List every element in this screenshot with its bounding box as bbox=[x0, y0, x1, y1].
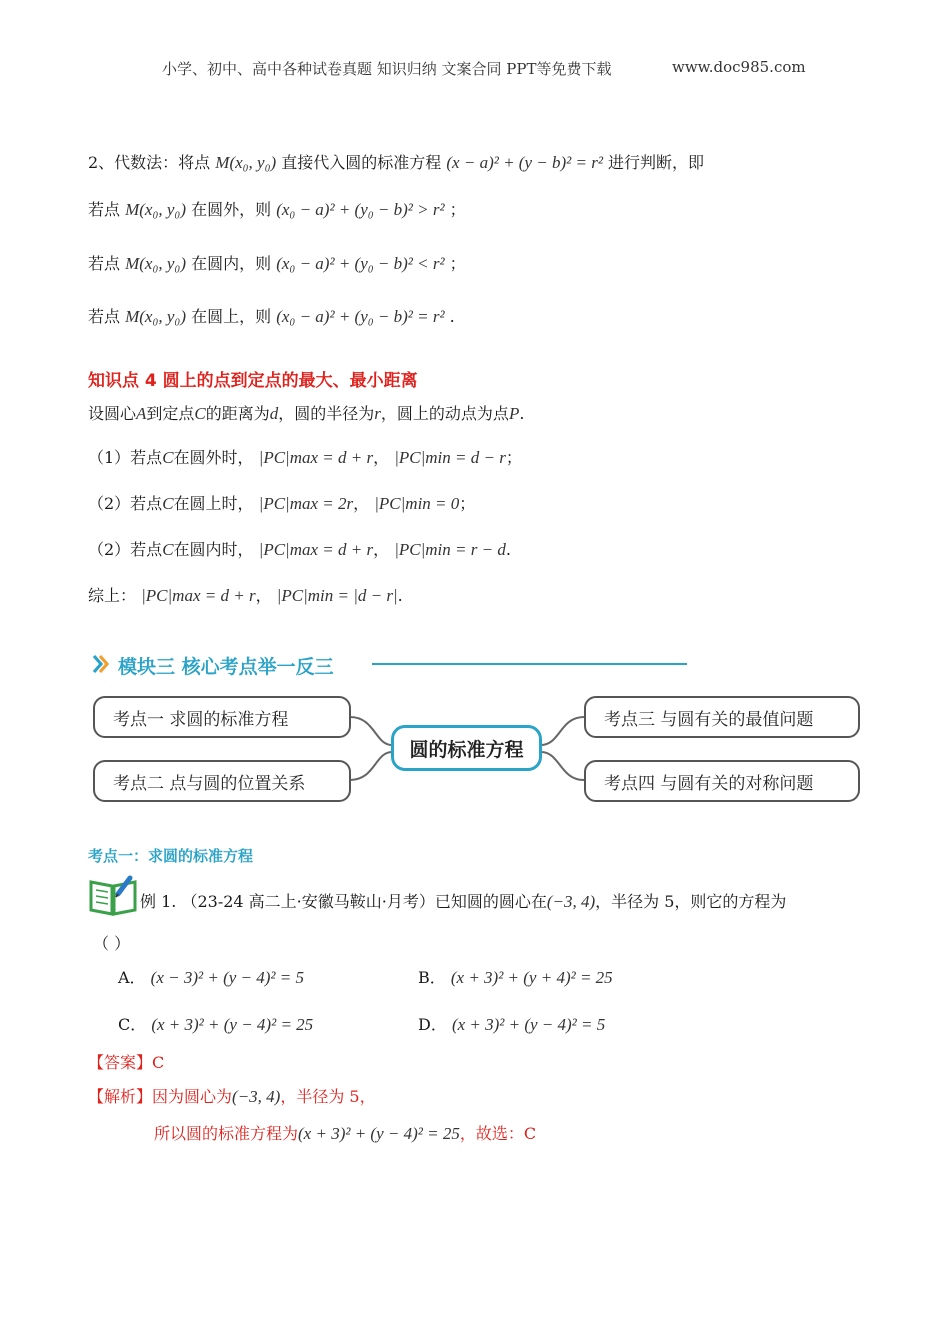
item-end: ； bbox=[459, 494, 476, 513]
answer-value: C bbox=[152, 1053, 165, 1072]
item-min: |PC|min = d − r bbox=[394, 448, 506, 467]
item-end: . bbox=[505, 540, 511, 559]
item-var: C bbox=[162, 448, 174, 467]
summary-end: . bbox=[397, 586, 403, 605]
example-text: ，半径为 5，则它的方程为 bbox=[595, 892, 787, 911]
case-end: ； bbox=[449, 200, 466, 219]
option-expr: (x + 3)² + (y − 4)² = 25 bbox=[151, 1015, 314, 1034]
analysis-line-2 bbox=[154, 1121, 536, 1144]
analysis-text: 所以圆的标准方程为 bbox=[154, 1124, 299, 1143]
item-var: C bbox=[162, 540, 174, 559]
summary-sep: ， bbox=[255, 586, 272, 605]
analysis-text: ，半径为 5， bbox=[280, 1087, 376, 1106]
book-pencil-icon bbox=[88, 872, 138, 922]
method2-intro-a: 2、代数法：将点 bbox=[88, 153, 211, 172]
mindmap-node-4: 考点四 与圆有关的对称问题 bbox=[584, 760, 860, 802]
answer-label: 【答案】 bbox=[88, 1053, 153, 1072]
case-condition: 在圆上，则 bbox=[191, 307, 272, 326]
mindmap-node-2: 考点二 点与圆的位置关系 bbox=[93, 760, 351, 802]
desc-text: ，圆上的动点为点 bbox=[380, 404, 509, 423]
analysis-center: (−3, 4) bbox=[232, 1087, 281, 1106]
case-inequality: (x₀ − a)² + (y₀ − b)² > r² bbox=[276, 200, 445, 219]
option-expr: (x + 3)² + (y + 4)² = 25 bbox=[450, 968, 613, 987]
example1-answer-paren: （ ） bbox=[93, 934, 131, 953]
section1-heading: 考点一：求圆的标准方程 bbox=[88, 847, 254, 865]
method2-point: M(x₀, y₀) bbox=[215, 153, 277, 172]
option-label: B． bbox=[418, 968, 446, 987]
item-condition: 在圆内时， bbox=[173, 540, 254, 559]
option-d[interactable] bbox=[418, 1012, 605, 1035]
module-title: 模块三 核心考点举一反三 bbox=[118, 656, 334, 678]
desc-var: P bbox=[508, 404, 520, 423]
case-point: M(x₀, y₀) bbox=[125, 307, 187, 326]
item-min: |PC|min = 0 bbox=[374, 494, 460, 513]
desc-text: . bbox=[519, 404, 525, 423]
analysis-equation: (x + 3)² + (y − 4)² = 25 bbox=[298, 1124, 460, 1143]
mindmap-node-3: 考点三 与圆有关的最值问题 bbox=[584, 696, 860, 738]
example-text: （23-24 高二上·安徽马鞍山·月考）已知圆的圆心在 bbox=[181, 892, 547, 911]
analysis-line-1 bbox=[88, 1084, 376, 1107]
case-point: M(x₀, y₀) bbox=[125, 254, 187, 273]
case-end: . bbox=[449, 307, 455, 326]
item-sep: ， bbox=[373, 540, 390, 559]
case-inequality: (x₀ − a)² + (y₀ − b)² < r² bbox=[276, 254, 445, 273]
case-end: ； bbox=[449, 254, 466, 273]
analysis-text: ，故选：C bbox=[459, 1124, 537, 1143]
analysis-label: 【解析】 bbox=[88, 1087, 153, 1106]
method2-intro-b: 直接代入圆的标准方程 bbox=[281, 153, 442, 172]
desc-var: r bbox=[374, 404, 381, 423]
item-condition: 在圆外时， bbox=[173, 448, 254, 467]
desc-text: ，圆的半径为 bbox=[278, 404, 375, 423]
item-var: C bbox=[162, 494, 174, 513]
method2-equation: (x − a)² + (y − b)² = r² bbox=[446, 153, 603, 172]
case-prefix: 若点 bbox=[88, 254, 121, 273]
item-min: |PC|min = r − d bbox=[394, 540, 506, 559]
example-label: 例 1. bbox=[140, 892, 177, 911]
item-condition: 在圆上时， bbox=[173, 494, 254, 513]
case-prefix: 若点 bbox=[88, 200, 121, 219]
option-label: D． bbox=[418, 1015, 447, 1034]
option-a[interactable] bbox=[118, 965, 304, 988]
case-condition: 在圆内，则 bbox=[191, 254, 272, 273]
mindmap-center: 圆的标准方程 bbox=[391, 725, 542, 771]
item-max: |PC|max = d + r bbox=[258, 448, 374, 467]
method2-intro-c: 进行判断，即 bbox=[608, 153, 705, 172]
option-label: A． bbox=[118, 968, 146, 987]
analysis-text: 因为圆心为 bbox=[152, 1087, 233, 1106]
option-expr: (x + 3)² + (y − 4)² = 5 bbox=[451, 1015, 606, 1034]
item-end: ； bbox=[505, 448, 522, 467]
item-max: |PC|max = d + r bbox=[258, 540, 374, 559]
summary-min: |PC|min = |d − r| bbox=[276, 586, 398, 605]
desc-text: 到定点 bbox=[146, 404, 195, 423]
page-header-url: www.doc985.com bbox=[672, 58, 806, 76]
example1-stem bbox=[140, 889, 786, 912]
item-prefix: （2）若点 bbox=[88, 494, 163, 513]
desc-text: 设圆心 bbox=[88, 404, 137, 423]
example-center: (−3, 4) bbox=[546, 892, 596, 911]
case-prefix: 若点 bbox=[88, 307, 121, 326]
option-expr: (x − 3)² + (y − 4)² = 5 bbox=[150, 968, 304, 987]
option-c[interactable] bbox=[118, 1012, 313, 1035]
option-b[interactable] bbox=[418, 965, 613, 988]
desc-text: 的距离为 bbox=[205, 404, 270, 423]
page-header-text: 小学、初中、高中各种试卷真题 知识归纳 文案合同 PPT等免费下载 bbox=[162, 60, 612, 78]
answer-line bbox=[88, 1050, 164, 1073]
item-sep: ， bbox=[373, 448, 390, 467]
summary-prefix: 综上： bbox=[88, 586, 137, 605]
desc-var: A bbox=[136, 404, 147, 423]
case-point: M(x₀, y₀) bbox=[125, 200, 187, 219]
item-prefix: （2）若点 bbox=[88, 540, 163, 559]
item-sep: ， bbox=[353, 494, 370, 513]
item-max: |PC|max = 2r bbox=[258, 494, 354, 513]
case-condition: 在圆外，则 bbox=[191, 200, 272, 219]
item-prefix: （1）若点 bbox=[88, 448, 163, 467]
case-equation: (x₀ − a)² + (y₀ − b)² = r² bbox=[276, 307, 445, 326]
kp4-title: 知识点 4 圆上的点到定点的最大、最小距离 bbox=[88, 371, 418, 391]
summary-max: |PC|max = d + r bbox=[141, 586, 256, 605]
mindmap-node-1: 考点一 求圆的标准方程 bbox=[93, 696, 351, 738]
desc-var: d bbox=[269, 404, 279, 423]
option-label: C． bbox=[118, 1015, 147, 1034]
desc-var: C bbox=[194, 404, 206, 423]
